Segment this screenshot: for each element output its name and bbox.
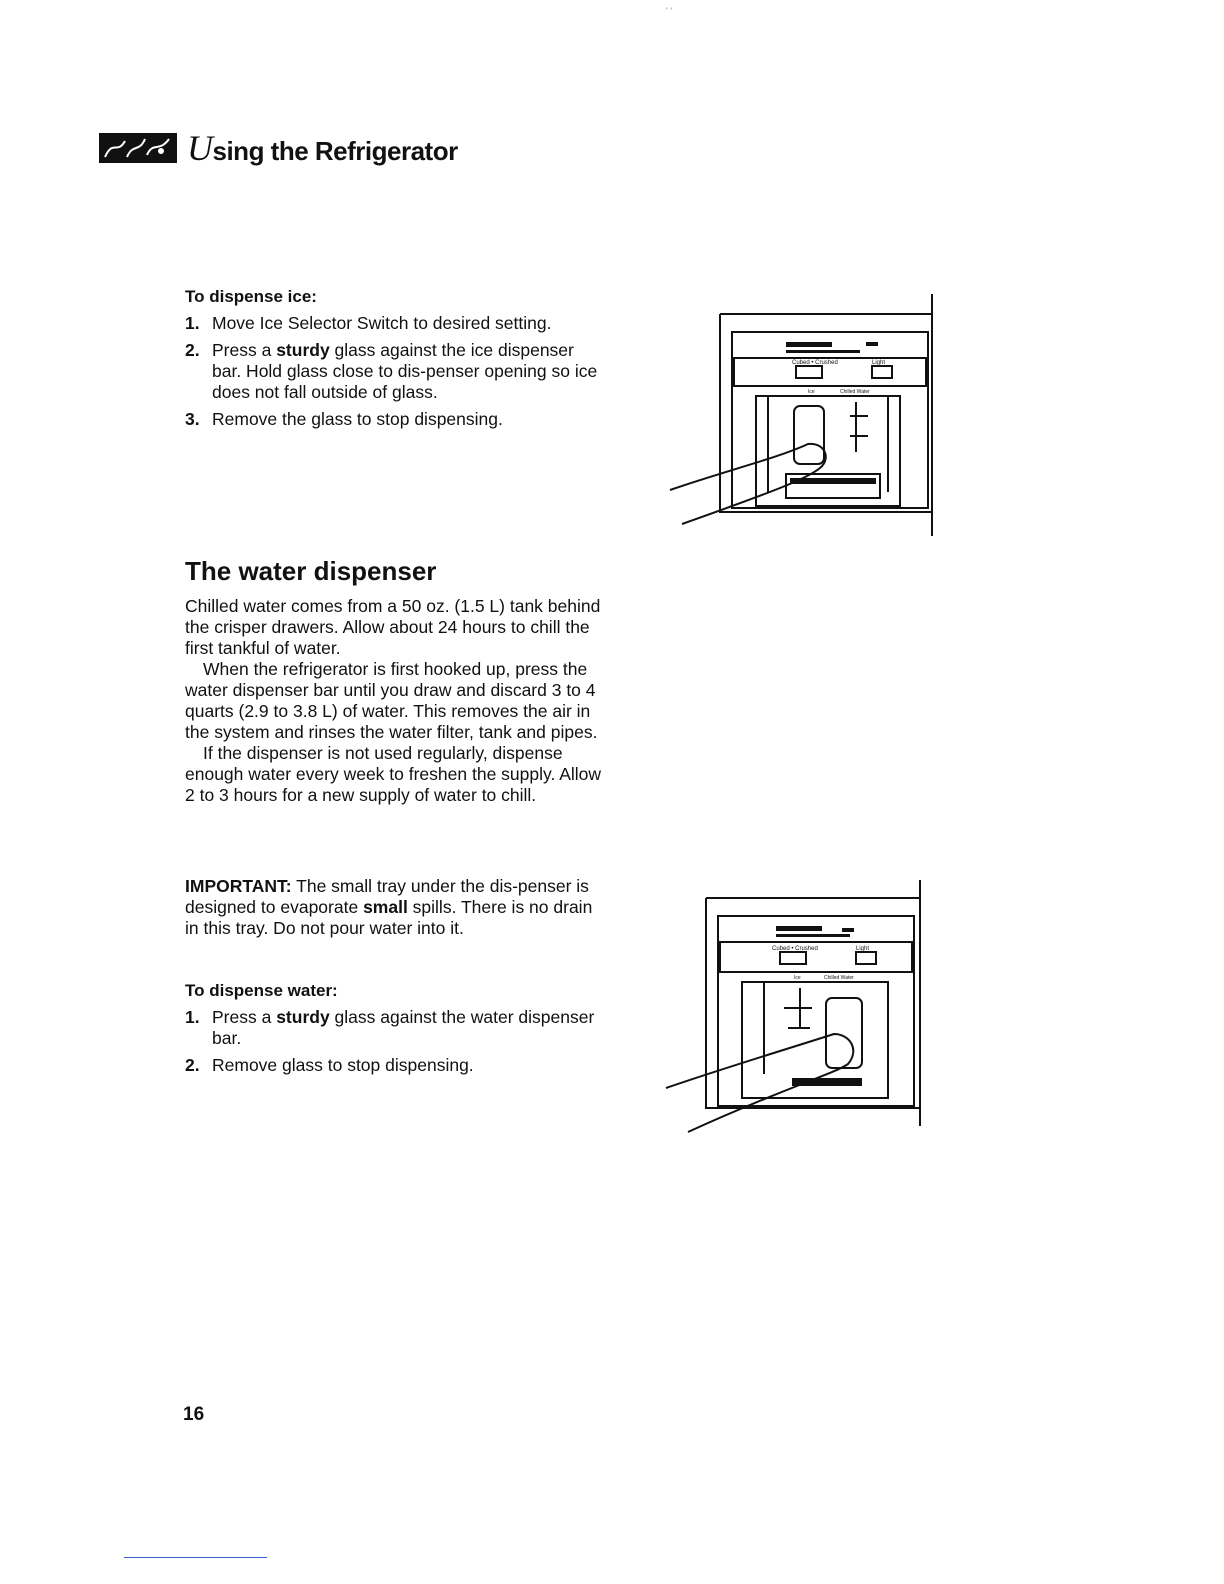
ice-instructions bbox=[185, 286, 605, 436]
step-text: Remove glass to stop dispensing. bbox=[212, 1055, 474, 1075]
ice-label-ice: Ice bbox=[808, 389, 815, 395]
step-text: glass against the water dispenser bar. bbox=[212, 1007, 595, 1048]
step-number: 1. bbox=[185, 1007, 200, 1027]
water-dispenser-illustration bbox=[664, 878, 926, 1138]
paragraph: If the dispenser is not used regularly, dispense enough water every week to freshen the supply. Allow 2 to 3 hours for a new supply of water to chill. bbox=[185, 743, 602, 805]
water-instructions bbox=[185, 980, 605, 1082]
important-emphasis: small bbox=[363, 897, 408, 917]
step-text: Remove the glass to stop dispensing. bbox=[212, 409, 503, 429]
page-number: 16 bbox=[183, 1404, 205, 1425]
page-header bbox=[99, 128, 458, 168]
page-title bbox=[187, 127, 458, 169]
scan-mark: ' ' bbox=[666, 6, 672, 16]
water-label-ice: Ice bbox=[794, 975, 801, 981]
water-label-chilled-water: Chilled Water bbox=[824, 975, 854, 981]
list-item bbox=[185, 1055, 605, 1076]
step-text: glass against the ice dispenser bar. Hold glass close to dis-penser opening so ice does not fall outside of glass. bbox=[212, 340, 598, 402]
list-item bbox=[185, 340, 605, 403]
step-emphasis: sturdy bbox=[276, 340, 330, 360]
step-text: Press a bbox=[212, 1007, 277, 1027]
step-emphasis: sturdy bbox=[276, 1007, 330, 1027]
ice-dispenser-illustration bbox=[668, 292, 940, 540]
step-number: 3. bbox=[185, 409, 200, 429]
title-initial: U bbox=[187, 128, 213, 168]
footer-rule bbox=[124, 1557, 267, 1558]
important-text: The small tray under the dis-penser is designed to evaporate bbox=[185, 876, 589, 917]
water-steps bbox=[185, 1007, 605, 1076]
important-label: IMPORTANT: bbox=[185, 876, 292, 896]
ice-subhead: To dispense ice: bbox=[185, 287, 317, 306]
step-text: Move Ice Selector Switch to desired setting. bbox=[212, 313, 552, 333]
important-note bbox=[185, 876, 605, 939]
list-item bbox=[185, 313, 605, 334]
list-item bbox=[185, 1007, 605, 1049]
step-number: 2. bbox=[185, 1055, 200, 1075]
paragraph: Chilled water comes from a 50 oz. (1.5 L) tank behind the crisper drawers. Allow about 24 hours to chill the first tankful of water. bbox=[185, 596, 601, 658]
ice-label-light: Light bbox=[872, 360, 886, 366]
title-rest: sing the Refrigerator bbox=[212, 136, 458, 166]
step-number: 1. bbox=[185, 313, 200, 333]
water-subhead: To dispense water: bbox=[185, 981, 338, 1000]
list-item bbox=[185, 409, 605, 430]
water-intro bbox=[185, 596, 605, 806]
important-text: spills. There is no drain in this tray. Do not pour water into it. bbox=[185, 897, 593, 938]
step-number: 2. bbox=[185, 340, 200, 360]
decorative-logo-icon bbox=[99, 133, 177, 163]
section-title: The water dispenser bbox=[185, 556, 437, 586]
paragraph: When the refrigerator is first hooked up, press the water dispenser bar until you draw and discard 3 to 4 quarts (2.9 to 3.8 L) of water. This removes the air in the system and rinses the water filter, tank and pipes. bbox=[185, 659, 598, 742]
water-label-cubed-crushed: Cubed • Crushed bbox=[772, 946, 818, 952]
step-text: Press a bbox=[212, 340, 277, 360]
ice-label-cubed-crushed: Cubed • Crushed bbox=[792, 360, 838, 366]
water-label-light: Light bbox=[856, 946, 870, 952]
ice-label-chilled-water: Chilled Water bbox=[840, 389, 870, 395]
ice-steps bbox=[185, 313, 605, 430]
